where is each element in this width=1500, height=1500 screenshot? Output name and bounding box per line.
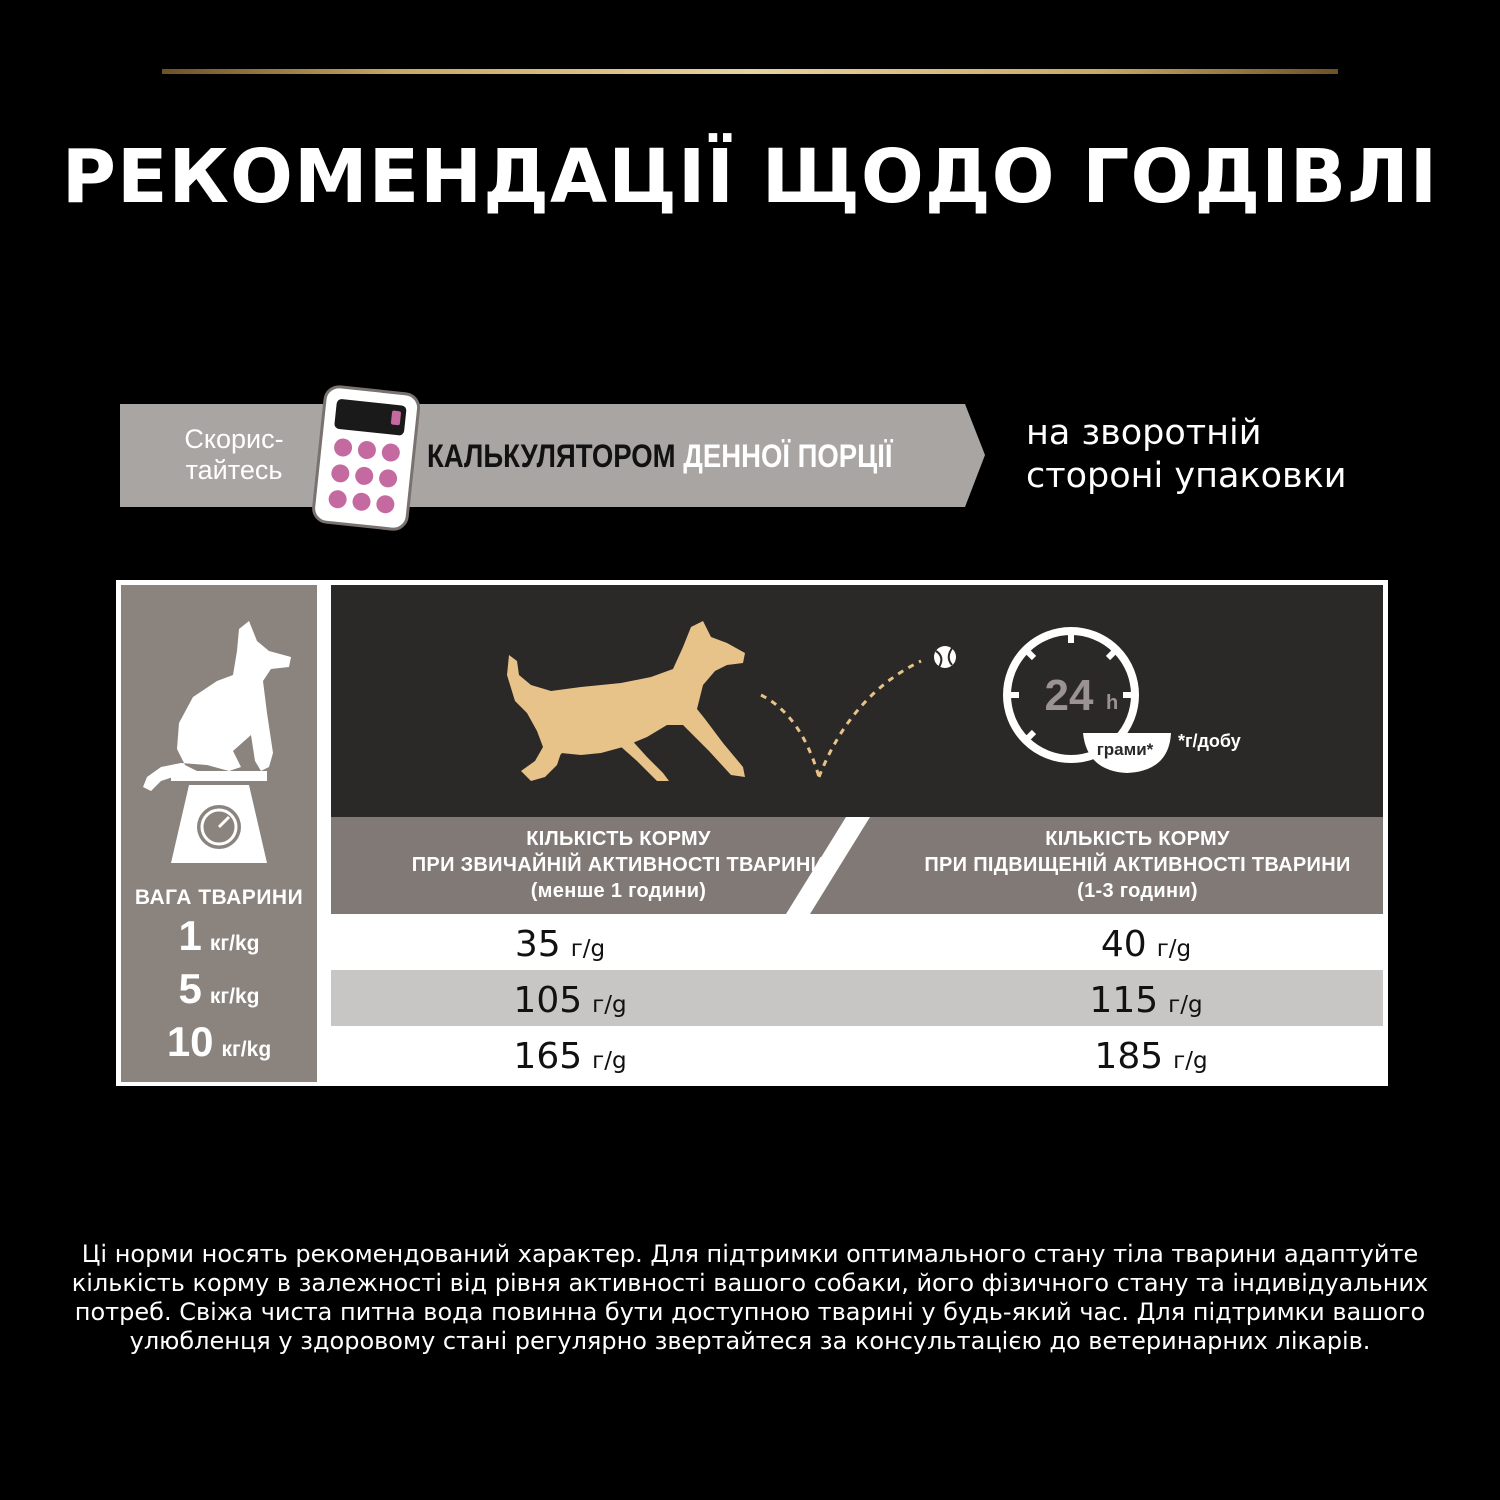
disclaimer-line3: потреб. Свіжа чиста питна вода повинна бути доступною тварині у будь-який час. Для підтримки вашого: [74, 1298, 1426, 1326]
amount-unit: г/g: [592, 1048, 627, 1074]
normal-amount: 35: [514, 924, 561, 965]
svg-text:грами*: грами*: [1096, 740, 1154, 759]
header-high-line3: (1-3 години): [1077, 880, 1198, 902]
disclaimer-line2: кількість корму в залежності від рівня активності вашого собаки, його фізичного стану та індивідуальних: [71, 1269, 1429, 1297]
weight-row: [121, 965, 317, 1013]
normal-amount-cell: [460, 1036, 680, 1077]
high-amount: 185: [1094, 1036, 1164, 1077]
disclaimer-line1: Ці норми носять рекомендований характер. Для підтримки оптимального стану тіла тварини адаптуйте: [81, 1240, 1419, 1268]
weight-row: [121, 1018, 317, 1066]
normal-amount-cell: [460, 980, 680, 1021]
amount-unit: г/g: [592, 992, 627, 1018]
high-amount: 115: [1089, 980, 1159, 1021]
page-title: РЕКОМЕНДАЦІЇ ЩОДО ГОДІВЛІ: [61, 134, 1439, 220]
bowl-icon: [1083, 733, 1171, 773]
weight-row: [121, 912, 317, 960]
amount-unit: г/g: [1173, 1048, 1208, 1074]
ball-icon: [934, 646, 956, 668]
calculator-text-dark: КАЛЬКУЛЯТОРОМ: [427, 438, 676, 474]
calculator-banner: [120, 404, 985, 507]
weight-title: ВАГА ТВАРИНИ: [134, 886, 304, 909]
weight-value: 1: [178, 912, 202, 959]
weight-unit: кг/kg: [221, 1038, 272, 1061]
back-text-line2: стороні упаковки: [1026, 456, 1347, 496]
normal-amount-cell: [460, 924, 660, 965]
calculator-text-light: ДЕННОЇ ПОРЦІЇ: [683, 438, 893, 474]
back-of-pack-text: [1026, 412, 1347, 498]
amount-unit: г/g: [570, 936, 606, 962]
amount-unit: г/g: [1168, 992, 1203, 1018]
use-text-line1: Скорис-: [184, 424, 284, 454]
normal-amount: 165: [513, 1036, 583, 1077]
high-amount-cell: [1046, 980, 1246, 1021]
header-normal-line2: ПРИ ЗВИЧАЙНІЙ АКТИВНОСТІ ТВАРИНИ: [411, 854, 826, 876]
header-high-text: [872, 826, 1403, 904]
per-day-label: *г/добу: [1178, 731, 1241, 751]
high-amount-cell: [1046, 1036, 1256, 1077]
weight-value: 5: [178, 965, 202, 1012]
svg-text:24: 24: [1044, 671, 1094, 720]
disclaimer-line4: улюбленця у здоровому стані регулярно звертайтеся за консультацією до ветеринарних лікарів.: [129, 1327, 1371, 1355]
activity-illustration: [331, 585, 1383, 817]
header-normal-line3: (менше 1 години): [530, 880, 707, 902]
high-amount-cell: [1046, 924, 1246, 965]
back-text-line1: на зворотній: [1026, 413, 1262, 453]
weight-unit: кг/kg: [209, 932, 260, 955]
dog-on-scale-icon: [121, 585, 317, 875]
svg-text:h: h: [1106, 692, 1119, 714]
calculator-text: [427, 438, 892, 475]
use-text-line2: тайтесь: [185, 455, 283, 485]
high-amount: 40: [1100, 924, 1147, 965]
amount-unit: г/g: [1156, 936, 1192, 962]
weight-value: 10: [166, 1018, 214, 1065]
header-normal-line1: КІЛЬКІСТЬ КОРМУ: [526, 828, 711, 850]
normal-amount: 105: [513, 980, 583, 1021]
weight-unit: кг/kg: [209, 985, 260, 1008]
use-text: [164, 424, 304, 486]
gold-divider: [162, 69, 1338, 74]
calculator-icon: [305, 384, 427, 534]
disclaimer-text: [60, 1240, 1440, 1356]
activity-icons-panel: [331, 585, 1383, 817]
header-high-line2: ПРИ ПІДВИЩЕНІЙ АКТИВНОСТІ ТВАРИНИ: [924, 854, 1351, 876]
running-dog-icon: [507, 621, 745, 781]
header-normal-text: [331, 826, 906, 904]
header-high-line1: КІЛЬКІСТЬ КОРМУ: [1045, 828, 1230, 850]
